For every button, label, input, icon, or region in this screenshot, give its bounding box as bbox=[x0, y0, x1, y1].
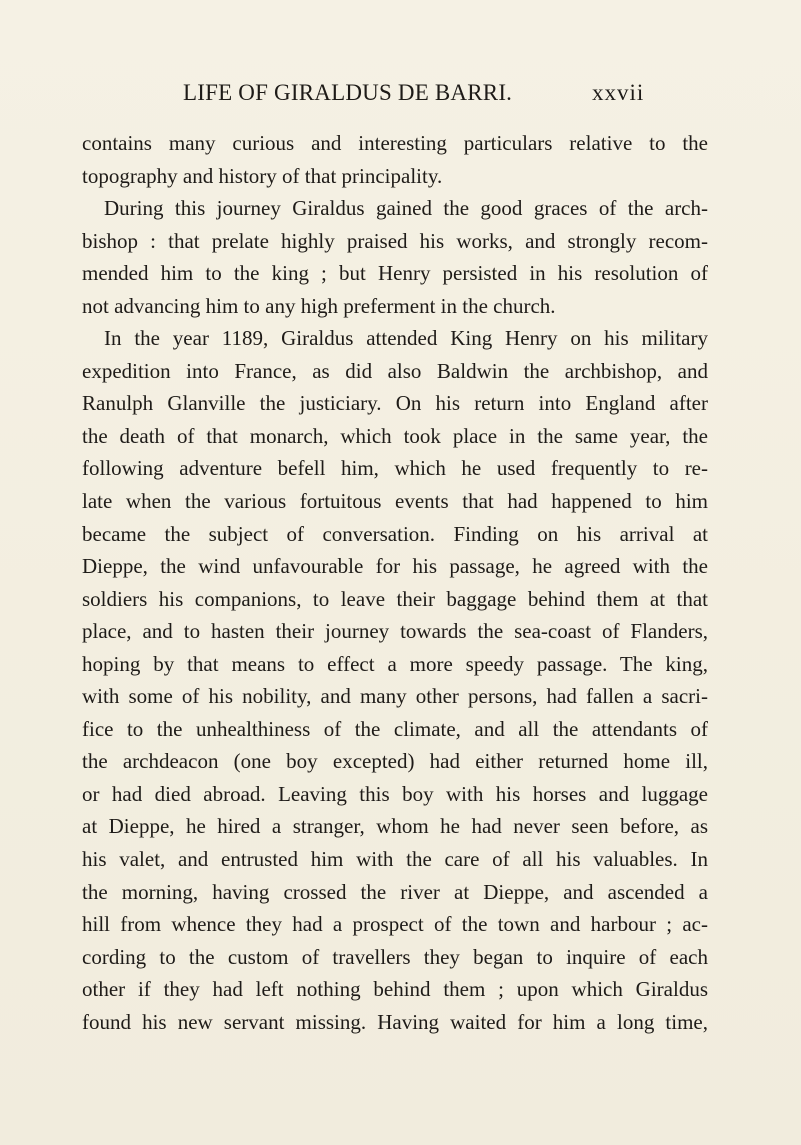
text-line: not advancing him to any high preferment in the church. bbox=[82, 293, 556, 318]
text-line: Dieppe, the wind unfavourable for his passage, he agreed with the bbox=[82, 554, 708, 579]
text-line: or had died abroad. Leaving this boy with his horses and luggage bbox=[82, 781, 708, 806]
running-title: LIFE OF GIRALDUS DE BARRI. bbox=[183, 80, 513, 105]
text-line: bishop : that prelate highly praised his works, and strongly recom- bbox=[82, 228, 708, 253]
text-line: During this journey Giraldus gained the good graces of the arch- bbox=[104, 196, 708, 221]
text-line: other if they had left nothing behind them ; upon which Giraldus bbox=[82, 977, 708, 1002]
text-line: the archdeacon (one boy excepted) had either returned home ill, bbox=[82, 749, 708, 774]
text-line: late when the various fortuitous events that had happened to him bbox=[82, 489, 708, 514]
text-line: found his new servant missing. Having waited for him a long time, bbox=[82, 1009, 708, 1034]
body-text bbox=[82, 127, 708, 1038]
text-line: cording to the custom of travellers they began to inquire of each bbox=[82, 944, 708, 969]
text-line: place, and to hasten their journey towards the sea-coast of Flanders, bbox=[82, 619, 708, 644]
text-line: expedition into France, as did also Baldwin the archbishop, and bbox=[82, 358, 708, 383]
text-line: hoping by that means to effect a more speedy passage. The king, bbox=[82, 651, 708, 676]
page-number: xxvii bbox=[592, 80, 645, 105]
text-line: hill from whence they had a prospect of the town and harbour ; ac- bbox=[82, 912, 708, 937]
text-line: at Dieppe, he hired a stranger, whom he had never seen before, as bbox=[82, 814, 708, 839]
page-header bbox=[0, 80, 801, 110]
text-line: became the subject of conversation. Finding on his arrival at bbox=[82, 521, 708, 546]
text-line: Ranulph Glanville the justiciary. On his return into England after bbox=[82, 391, 708, 416]
text-line: fice to the unhealthiness of the climate, and all the attendants of bbox=[82, 716, 708, 741]
text-line: mended him to the king ; but Henry persisted in his resolution of bbox=[82, 261, 708, 286]
text-line: soldiers his companions, to leave their baggage behind them at that bbox=[82, 586, 708, 611]
text-line: with some of his nobility, and many other persons, had fallen a sacri- bbox=[82, 684, 708, 709]
text-line: topography and history of that principality. bbox=[82, 163, 443, 188]
text-line: In the year 1189, Giraldus attended King Henry on his military bbox=[104, 326, 708, 351]
text-line: his valet, and entrusted him with the care of all his valuables. In bbox=[82, 847, 708, 872]
text-line: contains many curious and interesting particulars relative to the bbox=[82, 131, 708, 155]
text-line: the morning, having crossed the river at Dieppe, and ascended a bbox=[82, 879, 708, 904]
text-line: following adventure befell him, which he used frequently to re- bbox=[82, 456, 708, 481]
text-line: the death of that monarch, which took place in the same year, the bbox=[82, 423, 708, 448]
